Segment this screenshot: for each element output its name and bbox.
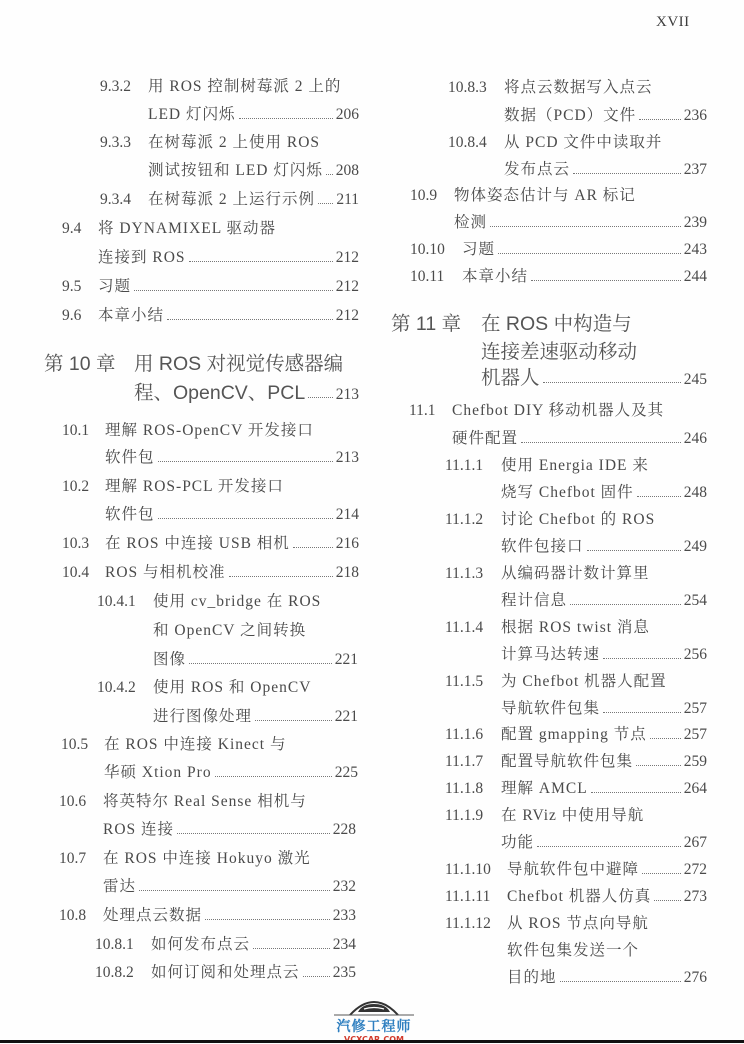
dot-leader: [560, 980, 681, 982]
entry-number: 10.3: [62, 535, 90, 552]
entry-number: 10.9: [410, 187, 438, 204]
toc-entry-10-8-4[interactable]: [448, 132, 662, 154]
toc-entry-10-1[interactable]: [62, 420, 314, 442]
chapter-label: 第 11 章: [391, 313, 462, 335]
toc-entry-9-3-3[interactable]: [100, 132, 320, 154]
entry-page: 239: [683, 214, 707, 231]
entry-title: 使用 ROS 和 OpenCV: [153, 679, 312, 696]
entry-title: 从编码器计数计算里: [501, 565, 650, 582]
chapter-11-heading-cont[interactable]: [481, 338, 637, 366]
entry-title: 计算马达转速: [501, 646, 601, 663]
entry-number: 11.1.6: [445, 726, 484, 743]
dot-leader: [490, 225, 681, 227]
entry-title: 软件包: [105, 449, 155, 466]
toc-entry-11-1-2[interactable]: [445, 509, 655, 531]
dot-leader: [167, 318, 333, 320]
toc-entry-10-8-3-cont[interactable]: [504, 105, 707, 127]
entry-title: 本章小结: [98, 307, 165, 324]
entry-title: 进行图像处理: [153, 708, 253, 725]
entry-title: 测试按钮和 LED 灯闪烁: [148, 162, 323, 179]
entry-number: 10.8.3: [448, 79, 487, 96]
entry-title: 理解 ROS-PCL 开发接口: [105, 478, 284, 495]
entry-page: 221: [334, 651, 358, 668]
entry-title: 目的地: [507, 969, 557, 986]
entry-page: 216: [335, 535, 359, 552]
toc-entry-9-4-cont[interactable]: [98, 247, 359, 269]
entry-page: 254: [683, 592, 707, 609]
entry-page: 214: [335, 506, 359, 523]
toc-entry-10-2[interactable]: [62, 476, 284, 498]
entry-page: 206: [335, 106, 359, 123]
entry-title: 理解 ROS-OpenCV 开发接口: [105, 422, 314, 439]
entry-page: 232: [332, 878, 356, 895]
entry-title: 本章小结: [462, 268, 529, 285]
entry-number: 11.1.7: [445, 753, 484, 770]
dot-leader: [587, 549, 681, 551]
chapter-11-heading-cont2[interactable]: [481, 364, 707, 392]
toc-entry-11-1-9-cont[interactable]: [501, 832, 707, 854]
entry-title: 将英特尔 Real Sense 相机与: [103, 793, 307, 810]
entry-title: 讨论 Chefbot 的 ROS: [501, 511, 656, 528]
toc-entry-10-4-1[interactable]: [97, 591, 321, 613]
dot-leader: [650, 737, 681, 739]
dot-leader: [189, 260, 333, 262]
entry-title: 物体姿态估计与 AR 标记: [454, 187, 636, 204]
entry-page: 235: [332, 964, 356, 981]
toc-entry-11-1-12-cont[interactable]: [507, 940, 639, 962]
entry-number: 10.4.2: [97, 679, 136, 696]
entry-title: 使用 cv_bridge 在 ROS: [153, 593, 322, 610]
toc-entry-10-4-2[interactable]: [97, 677, 311, 699]
entry-number: 11.1.11: [445, 888, 491, 905]
dot-leader: [303, 975, 330, 977]
entry-title: 雷达: [103, 878, 137, 895]
entry-title: 华硕 Xtion Pro: [104, 764, 212, 781]
toc-entry-11-1-12-cont2[interactable]: [507, 967, 707, 989]
entry-title: 理解 AMCL: [501, 780, 588, 797]
entry-page: 249: [683, 538, 707, 555]
entry-page: 234: [332, 936, 356, 953]
entry-title: LED 灯闪烁: [148, 106, 236, 123]
entry-page: 212: [335, 307, 359, 324]
dot-leader: [177, 832, 330, 834]
entry-title: 连接到 ROS: [98, 249, 186, 266]
chapter-title: 用 ROS 对视觉传感器编: [134, 353, 344, 375]
dot-leader: [543, 381, 681, 383]
entry-title: 烧写 Chefbot 固件: [501, 484, 634, 501]
entry-page: 225: [334, 764, 358, 781]
entry-title: 将点云数据写入点云: [504, 79, 653, 96]
entry-page: 276: [683, 969, 707, 986]
entry-title: 在树莓派 2 上运行示例: [148, 191, 316, 208]
toc-entry-10-5[interactable]: [61, 734, 286, 756]
chapter-title: 机器人: [481, 367, 540, 389]
entry-number: 11.1.12: [445, 915, 491, 932]
toc-entry-10-1-cont[interactable]: [105, 447, 359, 469]
dot-leader: [521, 441, 681, 443]
toc-entry-11-1-5-cont[interactable]: [501, 698, 707, 720]
entry-number: 10.4: [62, 564, 90, 581]
entry-title: 在树莓派 2 上使用 ROS: [148, 134, 321, 151]
entry-page: 218: [335, 564, 359, 581]
entry-page: 211: [336, 191, 359, 208]
dot-leader: [158, 517, 333, 519]
entry-number: 10.8.1: [95, 936, 134, 953]
entry-title: 从 ROS 节点向导航: [507, 915, 649, 932]
entry-number: 10.11: [410, 268, 445, 285]
dot-leader: [537, 845, 681, 847]
toc-entry-10-4-1-cont[interactable]: [153, 620, 306, 642]
entry-page: 236: [683, 107, 707, 124]
dot-leader: [498, 252, 681, 254]
entry-title: 在 ROS 中连接 USB 相机: [105, 535, 290, 552]
dot-leader: [639, 118, 681, 120]
entry-page: 273: [683, 888, 707, 905]
dot-leader: [573, 172, 681, 174]
toc-entry-10-9[interactable]: [410, 185, 636, 207]
toc-entry-9-3-4[interactable]: [100, 189, 359, 211]
entry-page: 212: [335, 278, 359, 295]
dot-leader: [205, 918, 330, 920]
entry-number: 11.1.2: [445, 511, 484, 528]
toc-entry-10-8-4-cont[interactable]: [504, 159, 707, 181]
entry-page: 237: [683, 161, 707, 178]
entry-title: 数据（PCD）文件: [504, 107, 637, 124]
entry-number: 11.1.4: [445, 619, 484, 636]
entry-page: 267: [683, 834, 707, 851]
entry-title: 发布点云: [504, 161, 571, 178]
entry-page: 208: [335, 162, 359, 179]
dot-leader: [158, 460, 333, 462]
toc-entry-9-3-3-cont[interactable]: [148, 160, 359, 182]
entry-page: 246: [683, 430, 707, 447]
entry-page: 244: [683, 268, 707, 285]
toc-entry-11-1-2-cont[interactable]: [501, 536, 707, 558]
toc-entry-10-8[interactable]: [59, 905, 356, 927]
chapter-page: 213: [335, 386, 359, 403]
entry-title: 如何订阅和处理点云: [151, 964, 300, 981]
dot-leader: [603, 711, 681, 713]
entry-title: Chefbot 机器人仿真: [507, 888, 652, 905]
dot-leader: [139, 889, 330, 891]
toc-entry-11-1-1[interactable]: [445, 455, 649, 477]
dot-leader: [229, 575, 333, 577]
chapter-title: 连接差速驱动移动: [481, 341, 638, 363]
chapter-11-heading[interactable]: [391, 310, 632, 338]
page-number: XVII: [656, 14, 690, 30]
chapter-10-heading[interactable]: [44, 350, 343, 378]
entry-number: 10.10: [410, 241, 445, 258]
toc-entry-11-1-12[interactable]: [445, 913, 649, 935]
toc-entry-9-3-2-cont[interactable]: [148, 104, 359, 126]
entry-page: 228: [332, 821, 356, 838]
entry-number: 10.1: [62, 422, 90, 439]
entry-title: 用 ROS 控制树莓派 2 上的: [148, 78, 342, 95]
dot-leader: [215, 775, 332, 777]
entry-page: 257: [683, 726, 707, 743]
toc-entry-11-1[interactable]: [409, 400, 664, 422]
toc-entry-10-6-cont[interactable]: [103, 819, 356, 841]
entry-number: 9.3.3: [100, 134, 131, 151]
toc-entry-9-4[interactable]: [62, 218, 276, 240]
entry-number: 10.5: [61, 736, 89, 753]
entry-title: 导航软件包中避障: [507, 861, 640, 878]
chapter-label: 第 10 章: [44, 353, 116, 375]
toc-entry-11-1-10[interactable]: [445, 859, 707, 881]
entry-page: 221: [334, 708, 358, 725]
toc-entry-9-3-2[interactable]: [100, 76, 341, 98]
dot-leader: [134, 289, 333, 291]
toc-entry-10-8-3[interactable]: [448, 77, 653, 99]
entry-number: 10.8: [59, 907, 87, 924]
toc-entry-10-7[interactable]: [59, 848, 311, 870]
entry-number: 9.5: [62, 278, 82, 295]
dot-leader: [293, 546, 333, 548]
entry-title: 配置 gmapping 节点: [501, 726, 647, 743]
toc-entry-10-8-1[interactable]: [95, 934, 356, 956]
entry-number: 11.1.10: [445, 861, 491, 878]
toc-entry-11-1-cont[interactable]: [452, 428, 707, 450]
entry-title: 为 Chefbot 机器人配置: [501, 673, 667, 690]
entry-title: 处理点云数据: [103, 907, 203, 924]
toc-entry-10-11[interactable]: [410, 266, 707, 288]
dot-leader: [642, 872, 681, 874]
toc-entry-10-5-cont[interactable]: [104, 762, 358, 784]
entry-title: 软件包接口: [501, 538, 584, 555]
entry-title: 和 OpenCV 之间转换: [153, 622, 307, 639]
entry-number: 11.1.8: [445, 780, 484, 797]
entry-title: 软件包集发送一个: [507, 942, 640, 959]
watermark-title: 汽修工程师: [336, 1019, 412, 1035]
entry-title: 在 ROS 中连接 Hokuyo 激光: [103, 850, 311, 867]
toc-entry-11-1-3[interactable]: [445, 563, 650, 585]
toc-entry-11-1-7[interactable]: [445, 751, 707, 773]
entry-page: 256: [683, 646, 707, 663]
toc-entry-10-8-2[interactable]: [95, 962, 356, 984]
watermark-logo: [328, 995, 420, 1039]
entry-title: 根据 ROS twist 消息: [501, 619, 650, 636]
entry-number: 11.1.3: [445, 565, 484, 582]
toc-entry-10-2-cont[interactable]: [105, 504, 359, 526]
entry-page: 264: [683, 780, 707, 797]
toc-entry-10-7-cont[interactable]: [103, 876, 356, 898]
entry-number: 10.7: [59, 850, 87, 867]
entry-number: 10.8.2: [95, 964, 134, 981]
entry-title: 在 RViz 中使用导航: [501, 807, 645, 824]
dot-leader: [308, 396, 333, 398]
toc-entry-10-3[interactable]: [62, 533, 359, 555]
entry-page: 259: [683, 753, 707, 770]
car-icon: [328, 995, 420, 1017]
toc-entry-11-1-5[interactable]: [445, 671, 667, 693]
dot-leader: [239, 117, 333, 119]
entry-number: 10.6: [59, 793, 87, 810]
dot-leader: [570, 603, 681, 605]
entry-title: 习题: [462, 241, 496, 258]
toc-entry-10-4-2-cont[interactable]: [153, 706, 358, 728]
entry-title: 图像: [153, 651, 187, 668]
entry-number: 9.3.2: [100, 78, 131, 95]
entry-page: 212: [335, 249, 359, 266]
toc-entry-10-10[interactable]: [410, 239, 707, 261]
dot-leader: [637, 495, 681, 497]
entry-page: 213: [335, 449, 359, 466]
chapter-page: 245: [683, 371, 707, 388]
entry-title: ROS 与相机校准: [105, 564, 226, 581]
entry-title: 功能: [501, 834, 535, 851]
dot-leader: [531, 279, 681, 281]
chapter-title: 程、OpenCV、PCL: [134, 382, 306, 404]
entry-title: 将 DYNAMIXEL 驱动器: [98, 220, 277, 237]
dot-leader: [318, 202, 333, 204]
entry-number: 10.2: [62, 478, 90, 495]
entry-title: 在 ROS 中连接 Kinect 与: [104, 736, 287, 753]
toc-entry-10-9-cont[interactable]: [454, 212, 707, 234]
entry-title: 程计信息: [501, 592, 568, 609]
entry-number: 11.1.9: [445, 807, 484, 824]
toc-entry-10-4[interactable]: [62, 562, 359, 584]
entry-title: 导航软件包集: [501, 700, 601, 717]
entry-title: 配置导航软件包集: [501, 753, 634, 770]
toc-entry-11-1-1-cont[interactable]: [501, 482, 707, 504]
entry-title: 硬件配置: [452, 430, 519, 447]
entry-page: 233: [332, 907, 356, 924]
toc-entry-11-1-8[interactable]: [445, 778, 707, 800]
entry-title: Chefbot DIY 移动机器人及其: [452, 402, 665, 419]
entry-title: 软件包: [105, 506, 155, 523]
entry-number: 11.1: [409, 402, 436, 419]
entry-title: 从 PCD 文件中读取并: [504, 134, 663, 151]
entry-number: 9.4: [62, 220, 82, 237]
dot-leader: [591, 791, 681, 793]
toc-entry-11-1-11[interactable]: [445, 886, 707, 908]
dot-leader: [255, 719, 332, 721]
toc-entry-11-1-3-cont[interactable]: [501, 590, 707, 612]
entry-page: 257: [683, 700, 707, 717]
entry-number: 10.4.1: [97, 593, 136, 610]
toc-entry-9-5[interactable]: [62, 276, 359, 298]
entry-number: 11.1.1: [445, 457, 484, 474]
dot-leader: [253, 947, 330, 949]
entry-title: 检测: [454, 214, 488, 231]
toc-entry-11-1-4-cont[interactable]: [501, 644, 707, 666]
toc-entry-11-1-4[interactable]: [445, 617, 650, 639]
toc-entry-10-6[interactable]: [59, 791, 307, 813]
entry-title: ROS 连接: [103, 821, 175, 838]
dot-leader: [603, 657, 681, 659]
entry-number: 10.8.4: [448, 134, 487, 151]
entry-title: 如何发布点云: [151, 936, 251, 953]
toc-entry-10-4-1-cont2[interactable]: [153, 649, 358, 671]
entry-page: 243: [683, 241, 707, 258]
entry-page: 272: [683, 861, 707, 878]
chapter-title: 在 ROS 中构造与: [481, 313, 632, 335]
entry-title: 使用 Energia IDE 来: [501, 457, 649, 474]
dot-leader: [636, 764, 681, 766]
toc-entry-9-6[interactable]: [62, 305, 359, 327]
entry-number: 9.3.4: [100, 191, 131, 208]
dot-leader: [654, 899, 680, 901]
dot-leader: [189, 662, 332, 664]
entry-number: 9.6: [62, 307, 82, 324]
entry-number: 11.1.5: [445, 673, 484, 690]
entry-title: 习题: [98, 278, 132, 295]
chapter-10-heading-cont[interactable]: [134, 379, 359, 407]
toc-entry-11-1-9[interactable]: [445, 805, 644, 827]
entry-page: 248: [683, 484, 707, 501]
toc-entry-11-1-6[interactable]: [445, 724, 707, 746]
dot-leader: [326, 173, 333, 175]
